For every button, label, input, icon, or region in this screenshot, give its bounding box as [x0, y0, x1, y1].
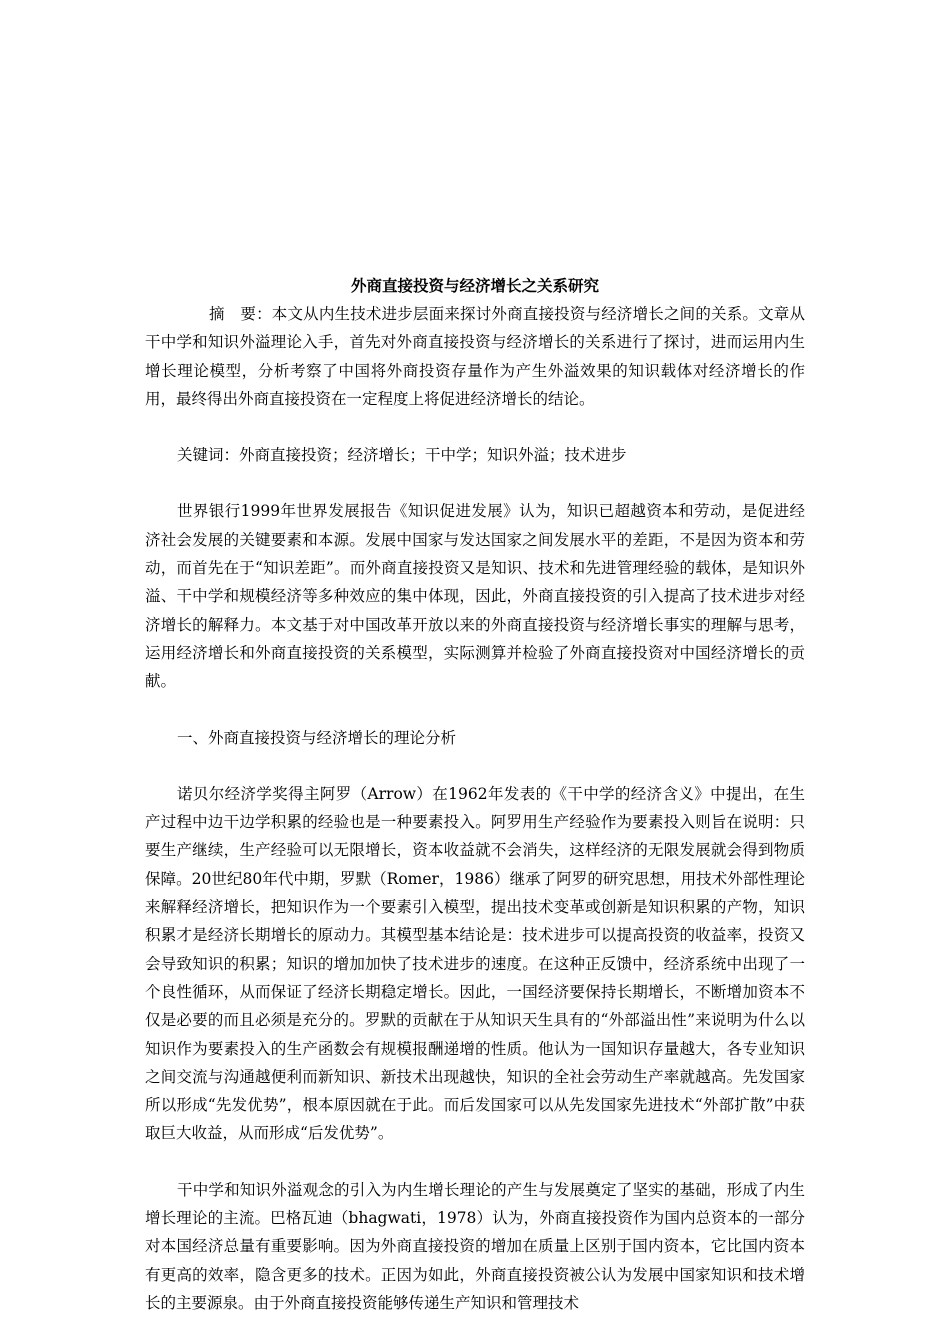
abstract-text: 本文从内生技术进步层面来探讨外商直接投资与经济增长之间的关系。文章从干中学和知识外溢理论入手，首先对外商直接投资与经济增长的关系进行了探讨，进而运用内生增长理论模型，分析考察了中国将外商投资存量作为产生外溢效果的知识载体对经济增长的作用，最终得出外商直接投资在一定程度上将促进经济增长的结论。 — [145, 305, 805, 408]
bhagwati-paragraph: 干中学和知识外溢观念的引入为内生增长理论的产生与发展奠定了坚实的基础，形成了内生增长理论的主流。巴格瓦迪（bhagwati，1978）认为，外商直接投资作为国内总资本的一部分对本国经济总量有重要影响。因为外商直接投资的增加在质量上区别于国内资本，它比国内资本有更高的效率，隐含更多的技术。正因为如此，外商直接投资被公认为发展中国家知识和技术增长的主要源泉。由于外商直接投资能够传递生产知识和管理技术 — [145, 1180, 805, 1312]
abstract-label: 摘 要： — [209, 305, 272, 323]
document-title: 外商直接投资与经济增长之关系研究 — [350, 276, 599, 295]
arrow-romer-paragraph: 诺贝尔经济学奖得主阿罗（Arrow）在1962年发表的《干中学的经济含义》中提出，在生产过程中边干边学积累的经验也是一种要素投入。阿罗用生产经验作为要素投入则旨在说明：只要生产继续，生产经验可以无限增长，资本收益就不会消失，这样经济的无限发展就会得到物质保障。20世纪80年代中期，罗默（Romer，1986）继承了阿罗的研究思想，用技术外部性理论来解释经济增长，把知识作为一个要素引入模型，提出技术变革或创新是知识积累的产物，知识积累才是经济长期增长的原动力。其模型基本结论是：技术进步可以提高投资的收益率，投资又会导致知识的积累；知识的增加加快了技术进步的速度。在这种正反馈中，经济系统中出现了一个良性循环，从而保证了经济长期稳定增长。因此，一国经济要保持长期增长，不断增加资本不仅是必要的而且必须是充分的。罗默的贡献在于从知识天生具有的“外部溢出性”来说明为什么以知识作为要素投入的生产函数会有规模报酬递增的性质。他认为一国知识存量越大，各专业知识之间交流与沟通越便利而新知识、新技术出现越快，知识的全社会劳动生产率就越高。先发国家所以形成“先发优势”，根本原因就在于此。而后发国家可以从先发国家先进技术“外部扩散”中获取巨大收益，从而形成“后发优势”。 — [145, 784, 805, 1143]
keywords-line: 关键词：外商直接投资；经济增长；干中学；知识外溢；技术进步 — [177, 446, 627, 465]
document-body — [145, 272, 805, 1317]
intro-paragraph: 世界银行1999年世界发展报告《知识促进发展》认为，知识已超越资本和劳动，是促进经济社会发展的关键要素和本源。发展中国家与发达国家之间发展水平的差距，不是因为资本和劳动，而首先在于“知识差距”。而外商直接投资又是知识、技术和先进管理经验的载体，是知识外溢、干中学和规模经济等多种效应的集中体现，因此，外商直接投资的引入提高了技术进步对经济增长的解释力。本文基于对中国改革开放以来的外商直接投资与经济增长事实的理解与思考，运用经济增长和外商直接投资的关系模型，实际测算并检验了外商直接投资对中国经济增长的贡献。 — [145, 502, 805, 691]
section-heading: 一、外商直接投资与经济增长的理论分析 — [177, 728, 457, 747]
abstract-paragraph — [145, 300, 805, 413]
